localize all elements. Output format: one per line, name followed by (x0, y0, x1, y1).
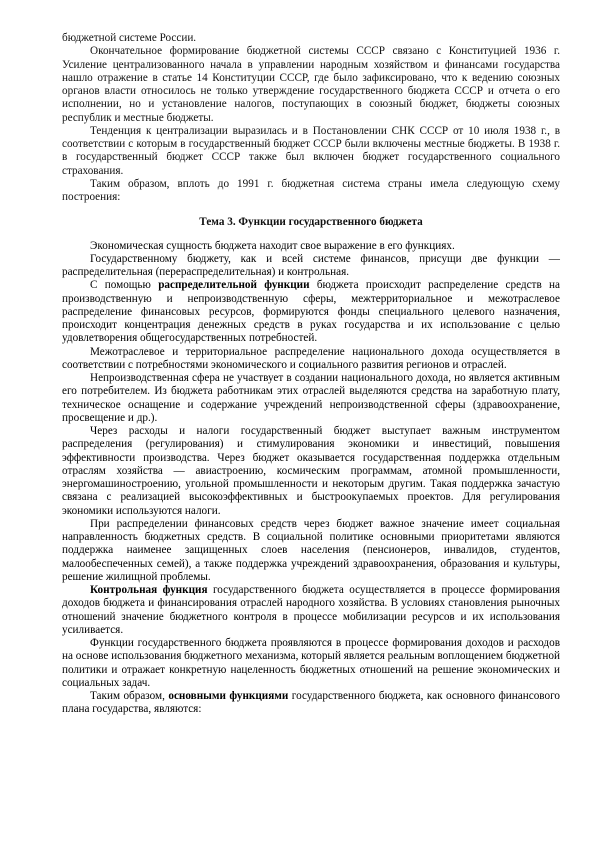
paragraph-budget-mechanism: Функции государственного бюджета проявляются в процессе формирования доходов и расходов на основе использования бюджетного механизма, который является реальным воплощением бюджетной политики и отражает конкретную нацеленность бюджетных отношений на решение экономических и социальных задач. (62, 637, 560, 689)
paragraph-continuation: бюджетной системе России. (62, 32, 197, 44)
term-distributive-function: распределительной функции (158, 279, 310, 292)
section-heading: Тема 3. Функции государственного бюджета (199, 216, 423, 229)
paragraph-constitution-1936: Окончательное формирование бюджетной системы СССР связано с Конституцией 1936 г. Усиление централизованного начала в управлении народным хозяйством и финансами государства нашло отражение в статье 14 Конституции СССР, где было зафиксировано, что к ведению союзных органов власти относилось не только утверждение государственного бюджета СССР и отчета о его исполнении, но и установление налогов, поступающих в союзный бюджет, бюджеты союзных республик и местные бюджеты. (62, 45, 560, 124)
document-body (62, 32, 560, 717)
paragraph-distributive-function (62, 279, 560, 345)
term-main-functions: основными функциями (168, 690, 289, 702)
paragraph-budget-scheme-intro: Таким образом, вплоть до 1991 г. бюджетная система страны имела следующую схему построения: (62, 177, 560, 203)
paragraph-intersectoral-distribution: Межотраслевое и территориальное распределение национального дохода осуществляется в соответствии с потребностями экономического и социального развития регионов и отраслей. (62, 345, 560, 371)
term-control-function: Контрольная функция (90, 584, 208, 596)
paragraph-main-functions (62, 690, 560, 717)
paragraph-control-function (62, 584, 560, 637)
paragraph-centralization-1938: Тенденция к централизации выразилась и в Постановлении СНК СССР от 10 июля 1938 г., в соответствии с которым в государственный бюджет СССР были включены местные бюджеты. В 1938 г. в государственный бюджет СССР также был включен бюджет государственного социального страхования. (62, 124, 560, 177)
paragraph-social-orientation: При распределении финансовых средств через бюджет важное значение имеет социальная направленность бюджетных средств. В социальной политике основными приоритетами являются поддержка наименее защищенных слоев населения (пенсионеров, инвалидов, студентов, малообеспеченных семей), а также поддержка учреждений здравоохранения, образования и культуры, решение жилищной проблемы. (62, 517, 560, 583)
paragraph-nonproduction-sphere: Непроизводственная сфера не участвует в создании национального дохода, но является активным его потребителем. Из бюджета работникам этих отраслей выделяются средства на заработную плату, техническое оснащение и содержание учреждений непроизводственной сферы (здравоохранение, просвещение и др.). (62, 372, 560, 424)
paragraph-two-functions: Государственному бюджету, как и всей системе финансов, присущи две функции — распределительная (перераспределительная) и контрольная. (62, 252, 560, 278)
text-run: бюджета происходит распределение средств на производственную и непроизводственную сферы, межтерриториальное и межотраслевое распределение финансовых ресурсов, формируются фонды специального целевого назначения, происходит концентрация денежных средств в руках государства и их использование с целью удовлетворения общегосударственных потребностей. (62, 279, 560, 345)
text-run: государственного бюджета, как основного финансового плана государства, являются: (62, 690, 561, 716)
paragraph-economic-essence: Экономическая сущность бюджета находит свое выражение в его функциях. (90, 239, 455, 252)
text-run: С помощью (90, 279, 159, 292)
text-run: государственного бюджета осуществляется в процессе формирования доходов бюджета и финансирования отраслей народного хозяйства. В условиях становления рыночных отношений значение бюджетного контроля в процессе мобилизации ресурсов и их использования усиливается. (62, 584, 560, 636)
text-run: Таким образом, (90, 690, 169, 702)
paragraph-taxes-expenses: Через расходы и налоги государственный бюджет выступает важным инструментом распределения (регулирования) и стимулирования экономики и инвестиций, повышения эффективности производства. Через бюджет оказывается государственная поддержка отдельным отраслям хозяйства — авиастроению, космическим программам, атомной промышленности, энергомашиностроению, угольной промышленности и некоторым другим. Такая поддержка зачастую связана с реализацией высокоэффективных и быстроокупаемых проектов. Для регулирования экономики используются налоги. (62, 425, 560, 517)
